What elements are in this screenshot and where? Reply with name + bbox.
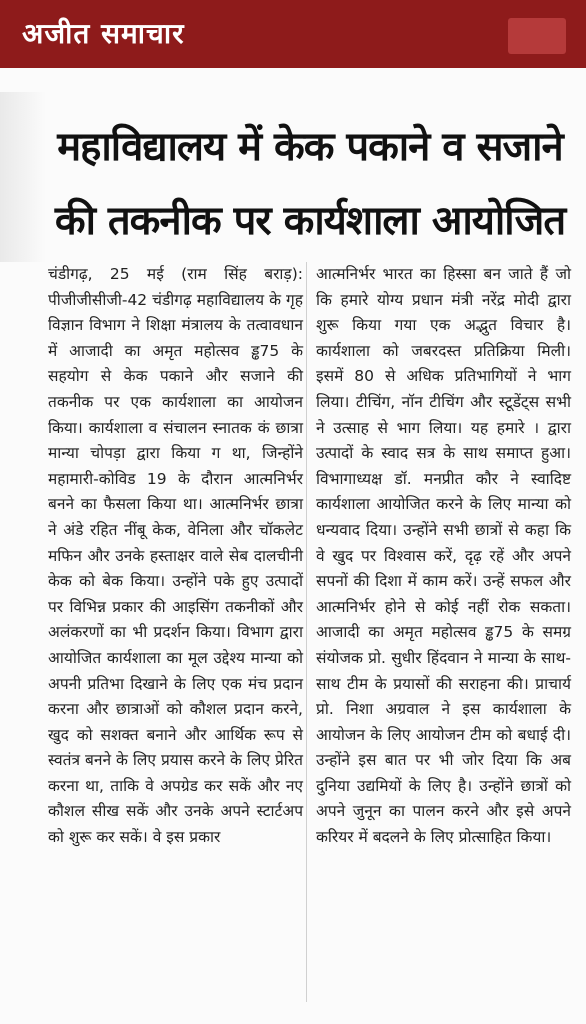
masthead-box xyxy=(508,18,566,54)
masthead-banner xyxy=(0,0,586,68)
article-body-left: चंडीगढ़, 25 मई (राम सिंह बराड़): पीजीजीसीजी-42 चंडीगढ़ महाविद्यालय के गृह विज्ञान विभाग ने शिक्षा मंत्रालय के तत्वावधान में आजादी का अमृत महोत्सव ड्ढ75 के सहयोग से केक पकाने और सजाने की तकनीक पर एक कार्यशाला का आयोजन किया। कार्यशाला व संचालन स्नातक कं छात्रा मान्या चोपड़ा द्वारा किया ग था, जिन्होंने महामारी-कोविड 19 के दौरान आत्मनिर्भर बनने का फैसला किया था। आत्मनिर्भर छात्रा ने अंडे रहित नींबू केक, वेनिला और चॉकलेट मफिन और उनके हस्ताक्षर वाले सेब दालचीनी केक को बेक किया। उन्होंने पके हुए उत्पादों पर विभिन्न प्रकार की आइसिंग तकनीकों और अलंकरणों का भी प्रदर्शन किया। विभाग द्वारा आयोजित कार्यशाला का मूल उद्देश्य मान्या को अपनी प्रतिभा दिखाने के लिए एक मंच प्रदान करना और छात्राओं को कौशल प्रदान करने, खुद को सशक्त बनाने और आर्थिक रूप से स्वतंत्र बनने के लिए प्रयास करने के लिए प्रेरित करना था, ताकि वे अपग्रेड कर सकें और नए कौशल सीख सकें और उनके अपने स्टार्टअप को शुरू कर सकें। वे इस प्रकार xyxy=(48,265,303,847)
newspaper-name: अजीत समाचार xyxy=(22,17,185,50)
article-body-right: आत्मनिर्भर भारत का हिस्सा बन जाते हैं जो कि हमारे योग्य प्रधान मंत्री नरेंद्र मोदी द्वारा शुरू किया गया एक अद्भुत विचार है। कार्यशाला को जबरदस्त प्रतिक्रिया मिली। इसमें 80 से अधिक प्रतिभागियों ने भाग लिया। टीचिंग, नॉन टीचिंग और स्टूडेंट्स सभी ने उत्साह से भाग लिया। यह हमारे । द्वारा उत्पादों के स्वाद सत्र के साथ समाप्त हुआ। विभागाध्यक्ष डॉ. मनप्रीत कौर ने स्वादिष्ट कार्यशाला आयोजित करने के लिए मान्या को धन्यवाद दिया। उन्होंने सभी छात्रों से कहा कि वे खुद पर विश्वास करें, दृढ़ रहें और अपने सपनों की दिशा में काम करें। उन्हें सफल और आत्मनिर्भर होने से कोई नहीं रोक सकता। आजादी का अमृत महोत्सव ड्ढ75 के समग्र संयोजक प्रो. सुधीर हिंदवान ने मान्या के साथ-साथ टीम के प्रयासों की सराहना की। प्राचार्य प्रो. निशा अग्रवाल ने इस कार्यशाला के आयोजन के लिए आयोजन टीम को बधाई दी। उन्होंने इस बात पर भी जोर दिया कि अब दुनिया उद्यमियों के लिए है। उन्होंने छात्रों को अपने जुनून का पालन करने और इसे अपने करियर में बदलने के लिए प्रोत्साहित किया। xyxy=(316,265,571,847)
page-fold-shadow xyxy=(0,92,46,262)
article-column-right xyxy=(316,262,571,851)
column-divider xyxy=(306,262,307,1002)
article-column-left xyxy=(48,262,303,851)
article-headline xyxy=(50,110,570,258)
headline-line-2: की तकनीक पर कार्यशाला आयोजित xyxy=(54,198,566,244)
headline-line-1: महाविद्यालय में केक पकाने व सजाने xyxy=(57,124,563,170)
